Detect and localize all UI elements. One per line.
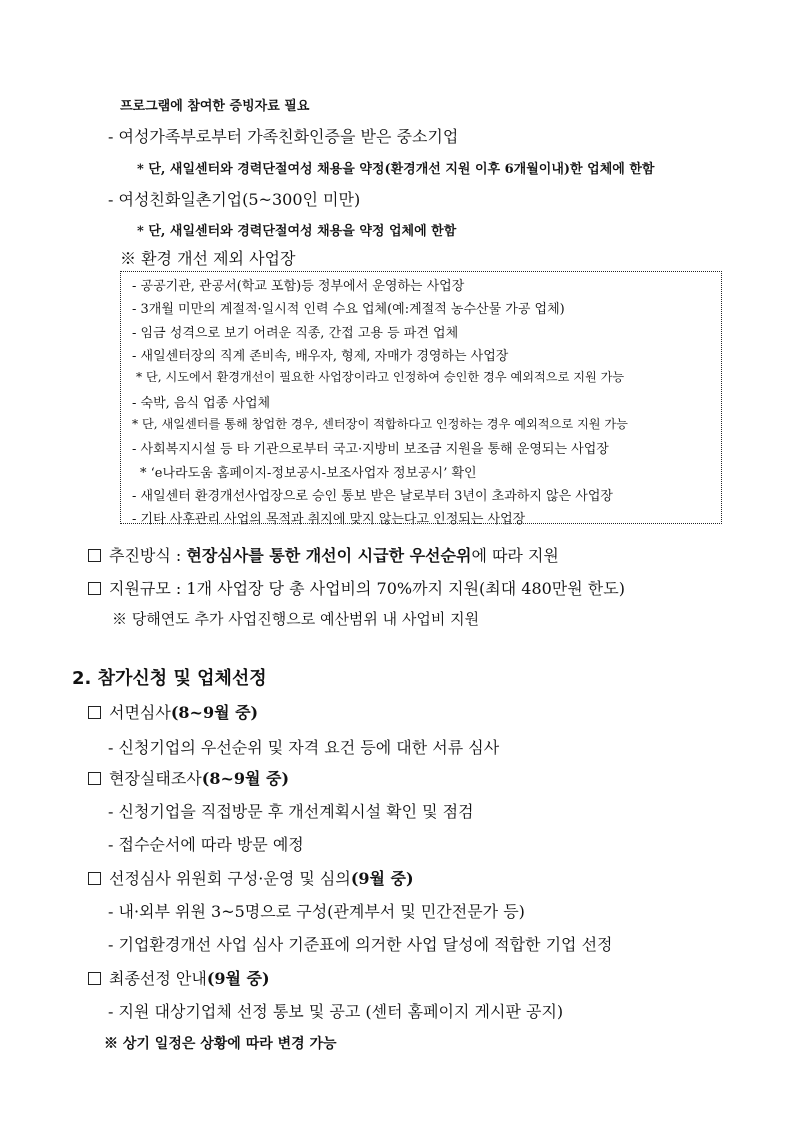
block-heading-period: (8~9월 중) bbox=[170, 703, 259, 722]
block-heading-text: 현장실태조사 bbox=[109, 769, 202, 788]
block-heading bbox=[88, 966, 270, 989]
exclusion-heading: ※ 환경 개선 제외 사업장 bbox=[120, 249, 296, 268]
block-item: - 지원 대상기업체 선정 통보 및 공고 (센터 홈페이지 게시판 공지) bbox=[108, 1002, 564, 1021]
block-heading bbox=[88, 766, 289, 789]
exclusion-item: - 새일센터장의 직계 존비속, 배우자, 형제, 자매가 경영하는 사업장 bbox=[132, 349, 509, 364]
block-item: - 접수순서에 따라 방문 예정 bbox=[108, 835, 304, 854]
family-friendly-condition: * 단, 새일센터와 경력단절여성 채용을 약정(환경개선 지원 이후 6개월이내)한 업체에 한함 bbox=[137, 162, 655, 177]
checkbox-square-icon bbox=[88, 772, 101, 785]
method-emphasis: 현장심사를 통한 개선이 시급한 우선순위 bbox=[186, 546, 472, 565]
block-item: - 기업환경개선 사업 심사 기준표에 의거한 사업 달성에 적합한 기업 선정 bbox=[108, 935, 613, 954]
method-line bbox=[88, 543, 559, 566]
schedule-footnote: ※ 상기 일정은 상황에 따라 변경 가능 bbox=[104, 1036, 337, 1052]
checkbox-square-icon bbox=[88, 872, 101, 885]
block-item: - 신청기업을 직접방문 후 개선계획시설 확인 및 점검 bbox=[108, 802, 474, 821]
exclusion-exception: * 단, 시도에서 환경개선이 필요한 사업장이라고 인정하여 승인한 경우 예외적으로 지원 가능 bbox=[136, 370, 625, 384]
block-heading bbox=[88, 700, 258, 723]
exclusion-item: - 3개월 미만의 계절적·일시적 인력 수요 업체(예:계절적 농수산물 가공 업체) bbox=[132, 302, 565, 317]
exclusion-item: - 숙박, 음식 업종 사업체 bbox=[132, 396, 271, 411]
exclusion-item: - 기타 사후관리 사업의 목적과 취지에 맞지 않는다고 인정되는 사업장 bbox=[132, 512, 526, 527]
checkbox-square-icon bbox=[88, 706, 101, 719]
evidence-note: 프로그램에 참여한 증빙자료 필요 bbox=[120, 99, 310, 114]
block-heading-period: (9월 중) bbox=[206, 969, 270, 988]
scale-line bbox=[88, 576, 625, 599]
exclusion-item: - 임금 성격으로 보기 어려운 직종, 간접 고용 등 파견 업체 bbox=[132, 326, 459, 341]
women-friendly-item: - 여성친화일촌기업(5~300인 미만) bbox=[108, 190, 361, 209]
scale-note: ※ 당해연도 추가 사업진행으로 예산범위 내 사업비 지원 bbox=[112, 610, 480, 628]
block-heading-period: (9월 중) bbox=[350, 869, 414, 888]
exclusion-item: - 사회복지시설 등 타 기관으로부터 국고·지방비 보조금 지원을 통해 운영되는 사업장 bbox=[132, 442, 609, 457]
checkbox-square-icon bbox=[88, 582, 101, 595]
checkbox-square-icon bbox=[88, 972, 101, 985]
block-heading bbox=[88, 866, 414, 889]
block-item: - 내·외부 위원 3~5명으로 구성(관계부서 및 민간전문가 등) bbox=[108, 902, 525, 921]
section-title: 2. 참가신청 및 업체선정 bbox=[72, 668, 267, 689]
block-item: - 신청기업의 우선순위 및 자격 요건 등에 대한 서류 심사 bbox=[108, 738, 500, 757]
family-friendly-item: - 여성가족부로부터 가족친화인증을 받은 중소기업 bbox=[108, 127, 459, 146]
method-rest: 에 따라 지원 bbox=[471, 546, 559, 565]
method-label: 추진방식 : bbox=[109, 546, 187, 565]
block-heading-period: (8~9월 중) bbox=[201, 769, 290, 788]
block-heading-text: 최종선정 안내 bbox=[109, 969, 207, 988]
women-friendly-condition: * 단, 새일센터와 경력단절여성 채용을 약정 업체에 한함 bbox=[137, 224, 457, 239]
exclusion-exception: * 단, 새일센터를 통해 창업한 경우, 센터장이 적합하다고 인정하는 경우 예외적으로 지원 가능 bbox=[132, 417, 628, 431]
scale-text: 지원규모 : 1개 사업장 당 총 사업비의 70%까지 지원(최대 480만원 한도) bbox=[109, 579, 625, 598]
checkbox-square-icon bbox=[88, 549, 101, 562]
exclusion-item: - 새일센터 환경개선사업장으로 승인 통보 받은 날로부터 3년이 초과하지 않은 사업장 bbox=[132, 489, 613, 504]
exclusion-item: - 공공기관, 관공서(학교 포함)등 정부에서 운영하는 사업장 bbox=[132, 279, 465, 294]
block-heading-text: 서면심사 bbox=[109, 703, 171, 722]
block-heading-text: 선정심사 위원회 구성·운영 및 심의 bbox=[109, 869, 351, 888]
exclusion-reference: * ‘e나라도움 홈페이지-정보공시-보조사업자 정보공시’ 확인 bbox=[140, 466, 477, 481]
